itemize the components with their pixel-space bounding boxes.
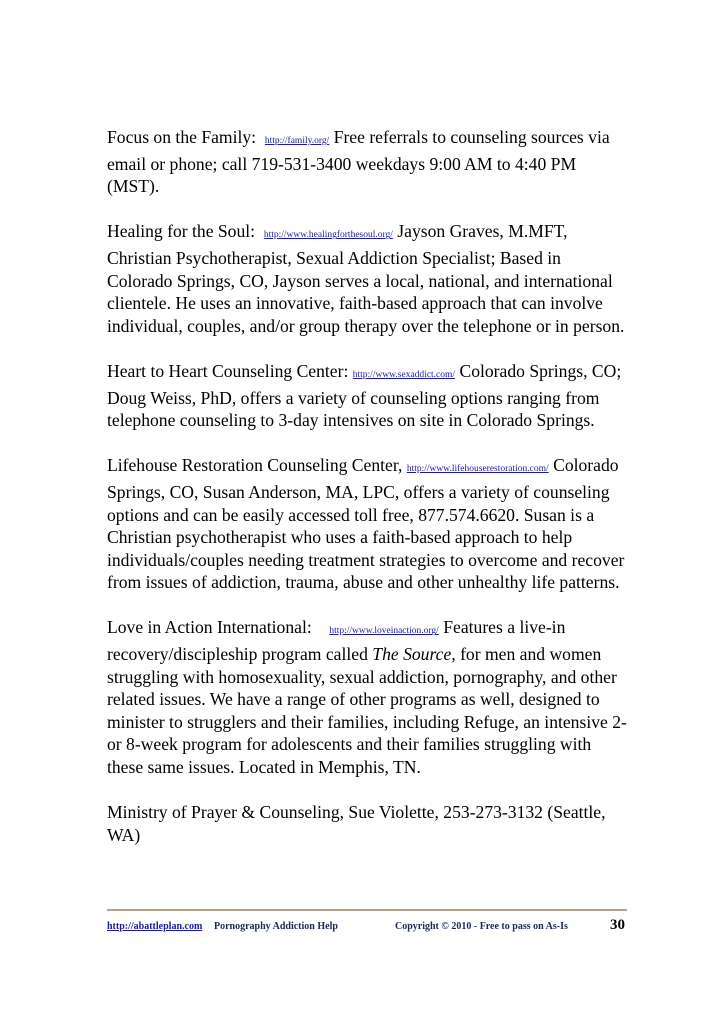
entry-heart-to-heart	[107, 360, 627, 432]
page-footer	[107, 917, 627, 937]
entry-name: Heart to Heart Counseling Center:	[107, 360, 349, 381]
entry-focus-on-the-family	[107, 126, 627, 198]
entry-link[interactable]: http://www.loveinaction.org/	[329, 626, 439, 637]
entry-text: Free referrals to counseling sources via email or phone; call 719-531-3400 weekdays 9:00 AM to 4:40 PM (MST).	[107, 127, 610, 197]
entry-ministry-of-prayer	[107, 801, 627, 846]
footer-title: Pornography Addiction Help	[214, 921, 338, 932]
page-content	[107, 126, 627, 869]
entry-link[interactable]: http://www.lifehouserestoration.com/	[406, 464, 549, 475]
entry-name: Lifehouse Restoration Counseling Center,	[107, 455, 403, 476]
entry-healing-for-the-soul	[107, 220, 627, 337]
entry-name: Healing for the Soul:	[107, 221, 256, 242]
page-number: 30	[610, 917, 625, 933]
entry-text: Jayson Graves, M.MFT, Christian Psychotherapist, Sexual Addiction Specialist; Based in Colorado Springs, CO, Jayson serves a local, national, and international clientele. He uses an innovative, faith-based approach that can involve individual, couples, and/or group therapy over the telephone or in person.	[107, 221, 625, 336]
program-name: The Source,	[372, 644, 456, 665]
entry-link[interactable]: http://family.org/	[264, 136, 330, 146]
entry-name: Focus on the Family:	[107, 127, 257, 147]
entry-link[interactable]: http://www.sexaddict.com/	[352, 369, 456, 380]
entry-lifehouse-restoration	[107, 454, 627, 594]
entry-text: Colorado Springs, CO, Susan Anderson, MA, LPC, offers a variety of counseling options and can be easily accessed toll free, 877.574.6620. Susan is a Christian psychotherapist who uses a faith-based approach to help individuals/couples needing treatment strategies to overcome and recover from issues of addiction, trauma, abuse and other unhealthy life patterns.	[107, 455, 625, 593]
entry-text: Ministry of Prayer & Counseling, Sue Violette, 253-273-3132 (Seattle, WA)	[107, 802, 606, 845]
entry-love-in-action	[107, 616, 627, 778]
entry-name: Love in Action International:	[107, 617, 312, 638]
entry-text: Colorado Springs, CO; Doug Weiss, PhD, offers a variety of counseling options ranging from telephone counseling to 3-day intensives on site in Colorado Springs.	[107, 360, 622, 431]
footer-copyright: Copyright © 2010 - Free to pass on As-Is	[395, 921, 568, 932]
footer-link[interactable]: http://abattleplan.com	[107, 921, 203, 932]
entry-link[interactable]: http://www.healingforthesoul.org/	[263, 230, 393, 241]
footer-divider	[107, 909, 627, 911]
entry-text: for men and women struggling with homosexuality, sexual addiction, pornography, and other related issues. We have a range of other programs as well, designed to minister to strugglers and their families, including Refuge, an intensive 2- or 8-week program for adolescents and their families struggling with these same issues. Located in Memphis, TN.	[107, 644, 627, 778]
entry-text: Features a live-in recovery/discipleship program called	[107, 617, 566, 665]
